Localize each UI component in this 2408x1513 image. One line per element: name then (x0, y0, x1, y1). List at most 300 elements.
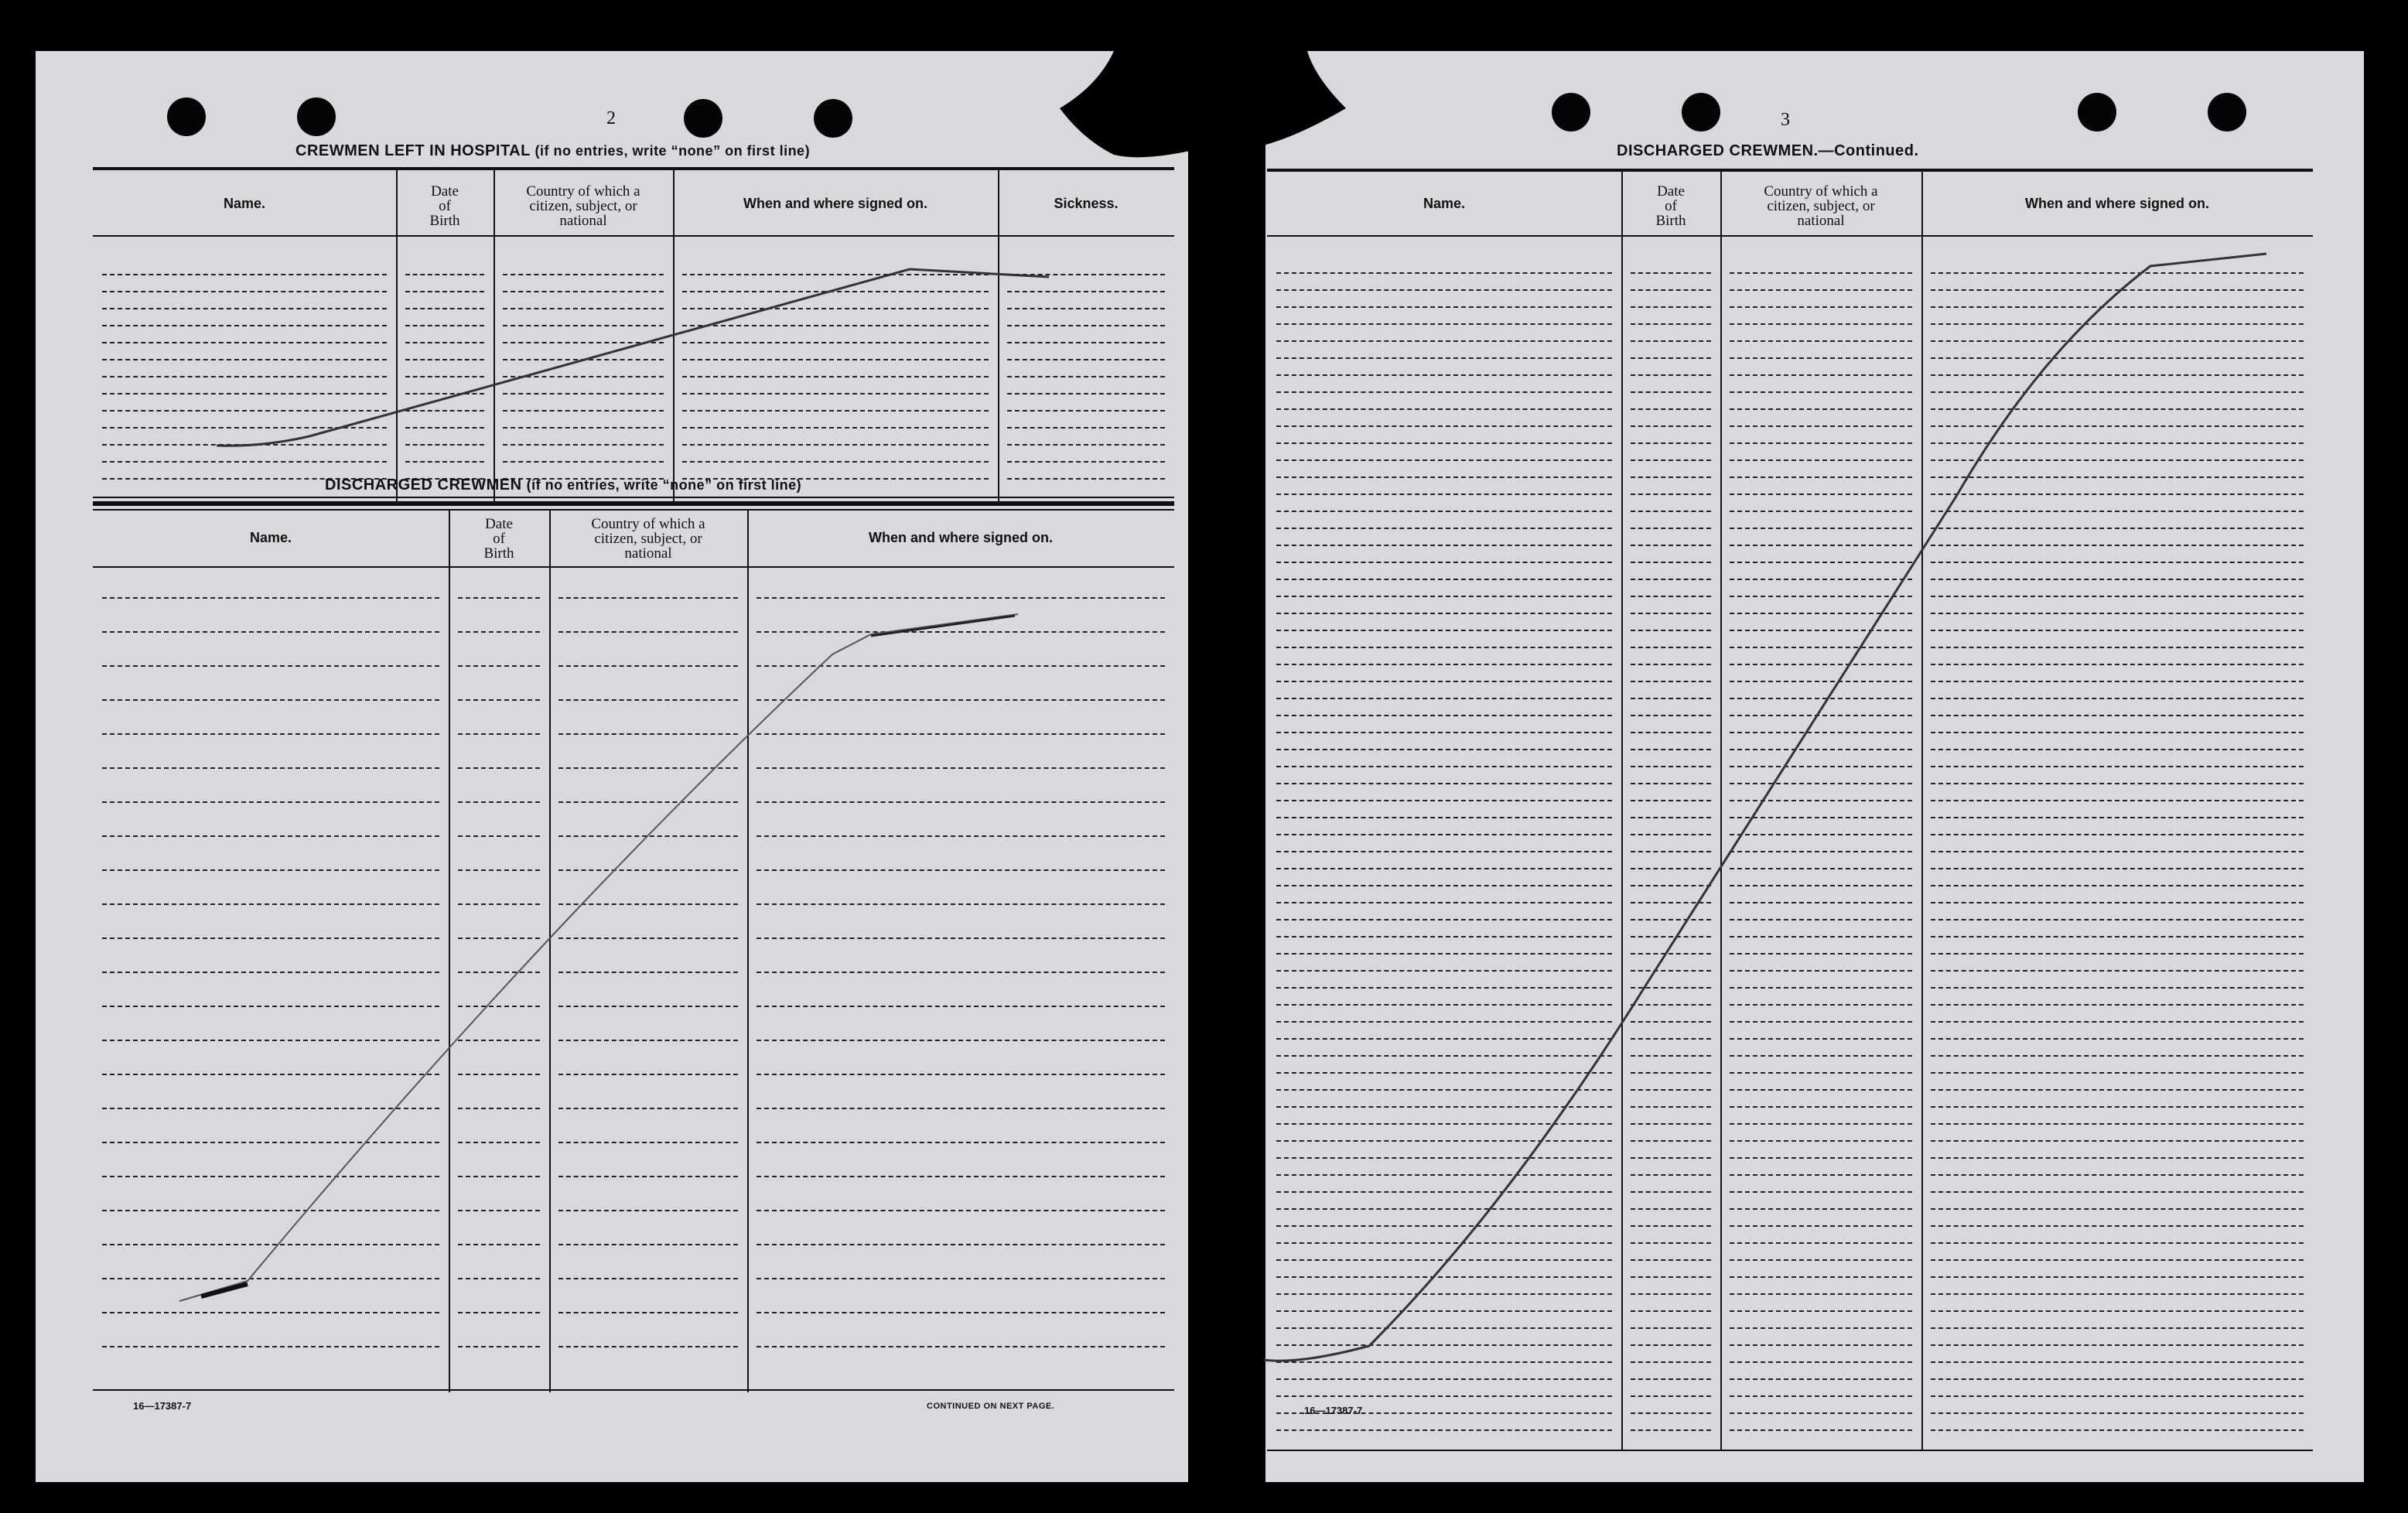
ruled-line (682, 376, 989, 377)
ruled-line (458, 1278, 540, 1279)
header-rule (1267, 235, 2313, 237)
ruled-line (1730, 630, 1912, 631)
ruled-line (458, 1176, 540, 1177)
ruled-line (1631, 1429, 1711, 1431)
ruled-line (1276, 340, 1612, 342)
ruled-line (682, 444, 989, 446)
ruled-line (405, 359, 484, 360)
ruled-line (1730, 732, 1912, 733)
ruled-line (1631, 1191, 1711, 1193)
ruled-line (1276, 1242, 1612, 1244)
ruled-line (1730, 562, 1912, 563)
ruled-line (102, 835, 439, 837)
ruled-line (1276, 1140, 1612, 1142)
ruled-line (1631, 834, 1711, 835)
column-header-date-of-birth: Date of Birth (1655, 183, 1686, 229)
ruled-line (1276, 800, 1612, 801)
ruled-line (1007, 427, 1165, 429)
ruled-line (1730, 800, 1912, 801)
ruled-line (1931, 1429, 2304, 1431)
ruled-line (757, 1142, 1165, 1143)
ruled-line (1931, 902, 2304, 903)
ruled-line (1931, 647, 2304, 648)
ruled-line (405, 376, 484, 377)
ruled-line (1631, 1310, 1711, 1312)
ruled-line (405, 393, 484, 394)
punch-hole (167, 97, 206, 136)
ruled-line (503, 393, 664, 394)
ruled-line (1631, 1123, 1711, 1125)
ruled-line (1931, 970, 2304, 972)
ruled-line (102, 1312, 439, 1313)
ruled-line (1931, 408, 2304, 410)
ruled-line (1631, 1004, 1711, 1006)
ruled-line (1931, 1089, 2304, 1091)
ruled-line (1730, 1225, 1912, 1227)
ruled-line (1631, 596, 1711, 597)
continued-notice: CONTINUED ON NEXT PAGE. (927, 1402, 1055, 1411)
ruled-line (1730, 613, 1912, 614)
ruled-line (458, 1142, 540, 1143)
ruled-line (102, 393, 387, 394)
punch-hole (2078, 93, 2116, 131)
ruled-line (102, 972, 439, 973)
ruled-line (458, 1244, 540, 1245)
ruled-line (405, 342, 484, 343)
ruled-line (1631, 766, 1711, 767)
form-code: 16—17387-7 (133, 1400, 192, 1412)
ruled-line (458, 1346, 540, 1347)
ruled-line (558, 835, 738, 837)
hospital-bottom-rule (93, 497, 1174, 498)
ruled-line (1631, 783, 1711, 784)
ruled-line (1730, 715, 1912, 716)
ruled-line (1007, 376, 1165, 377)
ruled-line (558, 1346, 738, 1347)
ruled-line (682, 427, 989, 429)
ruled-line (1931, 545, 2304, 546)
ruled-line (1276, 970, 1612, 972)
ruled-line (1631, 579, 1711, 580)
ruled-line (1931, 528, 2304, 529)
ruled-line (1276, 766, 1612, 767)
ruled-line (1276, 1038, 1612, 1040)
ruled-line (1631, 545, 1711, 546)
ruled-line (682, 274, 989, 275)
ruled-line (1631, 885, 1711, 886)
ruled-line (1276, 1344, 1612, 1346)
ruled-line (1631, 340, 1711, 342)
ruled-line (558, 1278, 738, 1279)
ruled-line (558, 1244, 738, 1245)
ruled-line (1931, 681, 2304, 682)
ruled-line (458, 869, 540, 871)
ruled-line (1931, 357, 2304, 359)
ruled-line (1631, 374, 1711, 376)
ruled-line (102, 767, 439, 769)
right-page (1265, 51, 2364, 1482)
ruled-line (1730, 1004, 1912, 1006)
ruled-line (1631, 970, 1711, 972)
ruled-line (1931, 306, 2304, 308)
ruled-line (1931, 340, 2304, 342)
column-header-country: Country of which a citizen, subject, or national (1764, 183, 1878, 229)
column-divider (998, 169, 999, 501)
ruled-line (1276, 323, 1612, 325)
ruled-line (1631, 1106, 1711, 1108)
ruled-line (1730, 868, 1912, 869)
ruled-line (1730, 528, 1912, 529)
ruled-line (1276, 272, 1612, 274)
ruled-line (558, 665, 738, 667)
ruled-line (1631, 1344, 1711, 1346)
top-rule (1267, 169, 2313, 172)
ruled-line (503, 461, 664, 463)
ruled-line (1931, 391, 2304, 393)
ruled-line (1730, 902, 1912, 903)
ruled-line (503, 291, 664, 292)
ruled-line (102, 410, 387, 412)
ruled-line (757, 1312, 1165, 1313)
ruled-line (458, 938, 540, 939)
ruled-line (1631, 1089, 1711, 1091)
ruled-line (1631, 664, 1711, 665)
ruled-line (1631, 1140, 1711, 1142)
ruled-line (1631, 1055, 1711, 1057)
ruled-line (1276, 817, 1612, 818)
ruled-line (1730, 340, 1912, 342)
ruled-line (1276, 630, 1612, 631)
ruled-line (503, 325, 664, 326)
ruled-line (757, 767, 1165, 769)
ruled-line (1931, 851, 2304, 852)
ruled-line (1631, 868, 1711, 869)
ruled-line (1631, 1242, 1711, 1244)
punch-hole (684, 99, 722, 138)
ruled-line (558, 1176, 738, 1177)
ruled-line (682, 410, 989, 412)
ruled-line (558, 1210, 738, 1211)
ruled-line (1631, 936, 1711, 938)
ruled-line (1276, 902, 1612, 903)
column-header-date-of-birth: Date of Birth (429, 183, 460, 229)
ruled-line (1631, 1378, 1711, 1380)
ruled-line (1931, 1021, 2304, 1023)
hospital-section-title (295, 142, 810, 160)
ruled-line (1276, 596, 1612, 597)
ruled-line (1931, 1191, 2304, 1193)
ruled-line (1631, 459, 1711, 461)
ruled-line (1730, 919, 1912, 920)
ruled-line (1276, 1310, 1612, 1312)
ruled-line (1631, 681, 1711, 682)
ruled-line (682, 325, 989, 326)
ruled-line (1276, 715, 1612, 716)
ruled-line (1931, 834, 2304, 835)
ruled-line (1276, 1293, 1612, 1295)
ruled-line (405, 444, 484, 446)
ruled-line (1931, 596, 2304, 597)
ruled-line (1631, 1361, 1711, 1363)
column-header-name: Name. (249, 530, 292, 545)
punch-hole (2208, 93, 2246, 131)
ruled-line (102, 631, 439, 633)
ruled-line (757, 1176, 1165, 1177)
ruled-line (1276, 374, 1612, 376)
ruled-line (1730, 885, 1912, 886)
ruled-line (503, 376, 664, 377)
ruled-line (1276, 1361, 1612, 1363)
column-header-signed-on: When and where signed on. (743, 196, 928, 211)
ruled-line (757, 869, 1165, 871)
ruled-line (1631, 647, 1711, 648)
ruled-line (1931, 1412, 2304, 1414)
ruled-line (102, 938, 439, 939)
ruled-line (682, 308, 989, 309)
ruled-line (1931, 732, 2304, 733)
ruled-line (757, 631, 1165, 633)
ruled-line (1931, 374, 2304, 376)
ruled-line (1276, 987, 1612, 989)
ruled-line (1730, 1327, 1912, 1329)
ruled-line (1730, 408, 1912, 410)
ruled-line (1631, 562, 1711, 563)
ruled-line (1007, 461, 1165, 463)
ruled-line (1730, 1378, 1912, 1380)
ruled-line (1631, 817, 1711, 818)
ruled-line (558, 1108, 738, 1109)
ruled-line (102, 1006, 439, 1007)
punch-hole (814, 99, 852, 138)
ruled-line (682, 342, 989, 343)
ruled-line (558, 1142, 738, 1143)
ruled-line (1631, 391, 1711, 393)
ruled-line (1276, 664, 1612, 665)
ruled-line (1931, 919, 2304, 920)
ruled-line (458, 1210, 540, 1211)
ruled-line (405, 461, 484, 463)
ruled-line (1631, 800, 1711, 801)
ruled-line (1631, 1395, 1711, 1397)
ruled-line (1276, 851, 1612, 852)
ruled-line (1276, 1191, 1612, 1193)
ruled-line (1276, 1157, 1612, 1159)
ruled-line (1931, 1378, 2304, 1380)
ruled-line (1631, 851, 1711, 852)
ruled-line (757, 1278, 1165, 1279)
ruled-line (1631, 630, 1711, 631)
ruled-line (1730, 357, 1912, 359)
ruled-line (1730, 1344, 1912, 1346)
ruled-line (1631, 1259, 1711, 1261)
ruled-line (757, 1244, 1165, 1245)
ruled-line (1631, 715, 1711, 716)
ruled-line (1276, 698, 1612, 699)
ruled-line (1730, 851, 1912, 852)
ruled-line (1931, 1004, 2304, 1006)
ruled-line (1631, 323, 1711, 325)
ruled-line (1276, 834, 1612, 835)
ruled-line (1931, 868, 2304, 869)
ruled-line (1730, 664, 1912, 665)
column-header-signed-on: When and where signed on. (2024, 196, 2210, 211)
ruled-line (1931, 1310, 2304, 1312)
ruled-line (1730, 1123, 1912, 1125)
ruled-line (757, 1346, 1165, 1347)
ruled-line (1276, 528, 1612, 529)
hospital-title-note: (if no entries, write “none” on first line) (535, 143, 811, 159)
ruled-line (1931, 1327, 2304, 1329)
column-header-name: Name. (223, 196, 266, 211)
ruled-line (458, 1040, 540, 1041)
ruled-line (1631, 749, 1711, 750)
ruled-line (1631, 1412, 1711, 1414)
ruled-line (1730, 306, 1912, 308)
ruled-line (1730, 1089, 1912, 1091)
ruled-line (1007, 308, 1165, 309)
ruled-line (458, 1006, 540, 1007)
ruled-line (1730, 1140, 1912, 1142)
ruled-line (1631, 1174, 1711, 1176)
ruled-line (1276, 1276, 1612, 1278)
ruled-line (1931, 1072, 2304, 1074)
discharged-title-text: DISCHARGED CREWMEN (325, 476, 522, 494)
ruled-line (102, 1074, 439, 1075)
ruled-line (1730, 1293, 1912, 1295)
column-divider (1621, 172, 1623, 1450)
ruled-line (1931, 936, 2304, 938)
ruled-line (1931, 1344, 2304, 1346)
ruled-line (1631, 528, 1711, 529)
ruled-line (458, 631, 540, 633)
ruled-line (1276, 647, 1612, 648)
ruled-line (102, 903, 439, 905)
ruled-line (1631, 613, 1711, 614)
punch-hole (1682, 93, 1720, 131)
ruled-line (1276, 1259, 1612, 1261)
ruled-line (405, 291, 484, 292)
ruled-line (1931, 630, 2304, 631)
ruled-line (1631, 289, 1711, 291)
ruled-line (1007, 274, 1165, 275)
column-header-country: Country of which a citizen, subject, or national (591, 516, 705, 562)
ruled-line (102, 291, 387, 292)
ruled-line (405, 274, 484, 275)
ruled-line (1730, 817, 1912, 818)
ruled-line (1730, 766, 1912, 767)
ruled-line (1730, 987, 1912, 989)
ruled-line (1730, 749, 1912, 750)
ruled-line (1631, 1208, 1711, 1210)
ruled-line (757, 733, 1165, 735)
ruled-line (102, 699, 439, 701)
discharged-top-rule (93, 503, 1174, 506)
ruled-line (102, 376, 387, 377)
ruled-line (405, 427, 484, 429)
discharged-section-heading (325, 476, 801, 494)
hospital-header-rule (93, 235, 1174, 237)
ruled-line (1730, 272, 1912, 274)
ruled-line (1276, 885, 1612, 886)
ruled-line (558, 733, 738, 735)
ruled-line (102, 1346, 439, 1347)
ruled-line (757, 835, 1165, 837)
ruled-line (1631, 306, 1711, 308)
ruled-line (1730, 1429, 1912, 1431)
ruled-line (1276, 476, 1612, 478)
ruled-line (458, 767, 540, 769)
ruled-line (558, 597, 738, 599)
ruled-line (1931, 289, 2304, 291)
column-header-date-of-birth: Date of Birth (483, 516, 514, 562)
ruled-line (1931, 1259, 2304, 1261)
ruled-line (1276, 511, 1612, 512)
ruled-line (1276, 289, 1612, 291)
ruled-line (503, 427, 664, 429)
ruled-line (1730, 783, 1912, 784)
left-page (36, 51, 1188, 1482)
ruled-line (1730, 1055, 1912, 1057)
ruled-line (102, 1210, 439, 1211)
ruled-line (1730, 1395, 1912, 1397)
ruled-line (102, 801, 439, 803)
ruled-line (102, 1142, 439, 1143)
ruled-line (1276, 306, 1612, 308)
ruled-line (1276, 1072, 1612, 1074)
ruled-line (1730, 596, 1912, 597)
ruled-line (1276, 391, 1612, 393)
ruled-line (1276, 868, 1612, 869)
ruled-line (757, 699, 1165, 701)
ruled-line (102, 342, 387, 343)
ruled-line (503, 308, 664, 309)
ruled-line (1931, 1276, 2304, 1278)
ruled-line (1730, 511, 1912, 512)
ruled-line (102, 359, 387, 360)
ruled-line (1276, 562, 1612, 563)
ruled-line (757, 1006, 1165, 1007)
ruled-line (1631, 425, 1711, 427)
ruled-line (757, 938, 1165, 939)
ruled-line (558, 801, 738, 803)
ruled-line (1631, 476, 1711, 478)
ruled-line (1276, 1123, 1612, 1125)
ruled-line (102, 1108, 439, 1109)
ruled-line (1276, 953, 1612, 955)
ruled-line (1276, 1395, 1612, 1397)
ruled-line (1931, 664, 2304, 665)
ruled-line (102, 274, 387, 275)
ruled-line (1007, 393, 1165, 394)
ruled-line (757, 801, 1165, 803)
discharged-header-rule (93, 566, 1174, 568)
ruled-line (503, 444, 664, 446)
hospital-top-rule (93, 167, 1174, 170)
ruled-line (1730, 476, 1912, 478)
ruled-line (458, 1312, 540, 1313)
ruled-line (102, 665, 439, 667)
ruled-line (1730, 391, 1912, 393)
ruled-line (1007, 342, 1165, 343)
ruled-line (1931, 715, 2304, 716)
ruled-line (1730, 459, 1912, 461)
ruled-line (1730, 936, 1912, 938)
ruled-line (1730, 374, 1912, 376)
ruled-line (1931, 1225, 2304, 1227)
ruled-line (102, 1040, 439, 1041)
ruled-line (757, 972, 1165, 973)
ruled-line (1276, 1004, 1612, 1006)
